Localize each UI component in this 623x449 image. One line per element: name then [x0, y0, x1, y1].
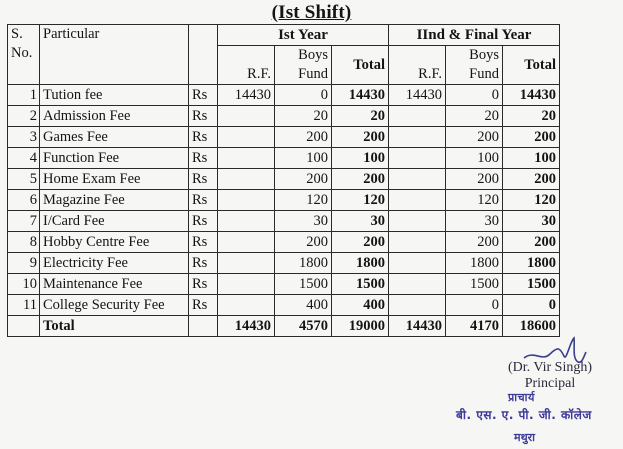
- table-row: [8, 106, 560, 127]
- y1-rf-cell: [218, 274, 275, 295]
- header-y1-total: Total: [332, 46, 389, 85]
- y2-total-cell: 120: [503, 190, 560, 211]
- y1-total-cell: 1800: [332, 253, 389, 274]
- particular-cell: Maintenance Fee: [40, 274, 189, 295]
- unit-cell: Rs: [189, 253, 218, 274]
- signatory-designation: Principal: [524, 376, 576, 391]
- y1-rf-cell: [218, 232, 275, 253]
- y2-total-cell: 14430: [503, 85, 560, 106]
- unit-cell: Rs: [189, 232, 218, 253]
- sno-cell: 3: [8, 127, 40, 148]
- y2-rf-cell: [389, 253, 446, 274]
- unit-cell: Rs: [189, 190, 218, 211]
- sno-cell: 11: [8, 295, 40, 316]
- y1-boys-fund-cell: 200: [275, 232, 332, 253]
- y2-boys-fund-cell: 200: [446, 127, 503, 148]
- total-y1-boys-fund: 4570: [275, 316, 332, 337]
- y1-total-cell: 200: [332, 232, 389, 253]
- y1-total-cell: 14430: [332, 85, 389, 106]
- table-row: [8, 169, 560, 190]
- y1-rf-cell: [218, 127, 275, 148]
- y2-rf-cell: [389, 106, 446, 127]
- table-row: [8, 232, 560, 253]
- particular-cell: College Security Fee: [40, 295, 189, 316]
- y1-boys-fund-cell: 200: [275, 169, 332, 190]
- y2-total-cell: 20: [503, 106, 560, 127]
- header-y2-boys-fund: Boys Fund: [446, 46, 503, 85]
- y1-rf-cell: [218, 253, 275, 274]
- header-y2-total: Total: [503, 46, 560, 85]
- sno-cell: 1: [8, 85, 40, 106]
- y2-total-cell: 30: [503, 211, 560, 232]
- particular-cell: Function Fee: [40, 148, 189, 169]
- y1-boys-fund-cell: 400: [275, 295, 332, 316]
- y1-boys-fund-cell: 200: [275, 127, 332, 148]
- y1-boys-fund-cell: 100: [275, 148, 332, 169]
- header-y1-rf: R.F.: [218, 46, 275, 85]
- y1-rf-cell: 14430: [218, 85, 275, 106]
- y2-rf-cell: [389, 127, 446, 148]
- y2-total-cell: 200: [503, 232, 560, 253]
- total-y2-rf: 14430: [389, 316, 446, 337]
- particular-cell: Games Fee: [40, 127, 189, 148]
- y1-total-cell: 200: [332, 127, 389, 148]
- y2-boys-fund-cell: 0: [446, 295, 503, 316]
- y1-boys-fund-cell: 1800: [275, 253, 332, 274]
- total-y2-total: 18600: [503, 316, 560, 337]
- y2-boys-fund-cell: 1500: [446, 274, 503, 295]
- y1-total-cell: 400: [332, 295, 389, 316]
- signature-block: [480, 360, 620, 392]
- y1-rf-cell: [218, 106, 275, 127]
- unit-cell: Rs: [189, 106, 218, 127]
- y2-boys-fund-cell: 200: [446, 232, 503, 253]
- y1-boys-fund-cell: 1500: [275, 274, 332, 295]
- y2-total-cell: 1500: [503, 274, 560, 295]
- y2-boys-fund-cell: 0: [446, 85, 503, 106]
- y1-total-cell: 20: [332, 106, 389, 127]
- y2-total-cell: 0: [503, 295, 560, 316]
- page-title: (Ist Shift): [271, 2, 352, 23]
- total-unit-cell: [189, 316, 218, 337]
- stamp-college: बी. एस. ए. पी. जी. कॉलेज: [456, 408, 592, 422]
- y2-total-cell: 200: [503, 127, 560, 148]
- table-row: [8, 85, 560, 106]
- y2-boys-fund-cell: 20: [446, 106, 503, 127]
- y2-boys-fund-cell: 120: [446, 190, 503, 211]
- header-second-year: IInd & Final Year: [389, 25, 560, 46]
- y2-boys-fund-cell: 200: [446, 169, 503, 190]
- unit-cell: Rs: [189, 148, 218, 169]
- particular-cell: Tution fee: [40, 85, 189, 106]
- y2-rf-cell: [389, 295, 446, 316]
- sno-cell: 7: [8, 211, 40, 232]
- y1-total-cell: 30: [332, 211, 389, 232]
- sno-cell: 9: [8, 253, 40, 274]
- particular-cell: Admission Fee: [40, 106, 189, 127]
- y2-total-cell: 200: [503, 169, 560, 190]
- table-row: [8, 148, 560, 169]
- header-sno: S. No.: [8, 25, 40, 85]
- total-y1-rf: 14430: [218, 316, 275, 337]
- y1-rf-cell: [218, 211, 275, 232]
- particular-cell: Magazine Fee: [40, 190, 189, 211]
- y1-total-cell: 1500: [332, 274, 389, 295]
- stamp-city: मथुरा: [514, 431, 535, 444]
- header-y2-rf: R.F.: [389, 46, 446, 85]
- total-label: Total: [40, 316, 189, 337]
- y1-boys-fund-cell: 120: [275, 190, 332, 211]
- y2-boys-fund-cell: 1800: [446, 253, 503, 274]
- unit-cell: Rs: [189, 169, 218, 190]
- y1-boys-fund-cell: 20: [275, 106, 332, 127]
- table-row: [8, 127, 560, 148]
- sno-cell: 4: [8, 148, 40, 169]
- table-row: [8, 190, 560, 211]
- y2-rf-cell: [389, 232, 446, 253]
- header-first-year: Ist Year: [218, 25, 389, 46]
- y2-rf-cell: [389, 274, 446, 295]
- fee-table: [7, 24, 560, 337]
- y1-rf-cell: [218, 190, 275, 211]
- sno-cell: 2: [8, 106, 40, 127]
- y2-total-cell: 1800: [503, 253, 560, 274]
- y1-boys-fund-cell: 0: [275, 85, 332, 106]
- unit-cell: Rs: [189, 295, 218, 316]
- header-particular: Particular: [40, 25, 189, 85]
- table-row: [8, 211, 560, 232]
- header-row-groups: [8, 25, 560, 46]
- particular-cell: Hobby Centre Fee: [40, 232, 189, 253]
- y1-boys-fund-cell: 30: [275, 211, 332, 232]
- y2-rf-cell: 14430: [389, 85, 446, 106]
- sno-cell: 8: [8, 232, 40, 253]
- unit-cell: Rs: [189, 127, 218, 148]
- total-sno-cell: [8, 316, 40, 337]
- sno-cell: 5: [8, 169, 40, 190]
- total-y2-boys-fund: 4170: [446, 316, 503, 337]
- sno-cell: 10: [8, 274, 40, 295]
- particular-cell: I/Card Fee: [40, 211, 189, 232]
- table-row: [8, 253, 560, 274]
- y2-boys-fund-cell: 100: [446, 148, 503, 169]
- header-unit: [189, 25, 218, 85]
- y1-rf-cell: [218, 148, 275, 169]
- y1-total-cell: 120: [332, 190, 389, 211]
- y2-rf-cell: [389, 169, 446, 190]
- unit-cell: Rs: [189, 85, 218, 106]
- fee-table-body: [8, 85, 560, 337]
- particular-cell: Home Exam Fee: [40, 169, 189, 190]
- y2-rf-cell: [389, 190, 446, 211]
- y1-total-cell: 200: [332, 169, 389, 190]
- header-y1-boys-fund: Boys Fund: [275, 46, 332, 85]
- y2-total-cell: 100: [503, 148, 560, 169]
- signatory-name: (Dr. Vir Singh): [507, 360, 593, 375]
- y1-total-cell: 100: [332, 148, 389, 169]
- table-row: [8, 295, 560, 316]
- y1-rf-cell: [218, 169, 275, 190]
- stamp-title: प्राचार्य: [508, 391, 535, 404]
- unit-cell: Rs: [189, 211, 218, 232]
- particular-cell: Electricity Fee: [40, 253, 189, 274]
- y2-boys-fund-cell: 30: [446, 211, 503, 232]
- unit-cell: Rs: [189, 274, 218, 295]
- y2-rf-cell: [389, 148, 446, 169]
- total-y1-total: 19000: [332, 316, 389, 337]
- y1-rf-cell: [218, 295, 275, 316]
- table-row: [8, 274, 560, 295]
- sno-cell: 6: [8, 190, 40, 211]
- y2-rf-cell: [389, 211, 446, 232]
- total-row: [8, 316, 560, 337]
